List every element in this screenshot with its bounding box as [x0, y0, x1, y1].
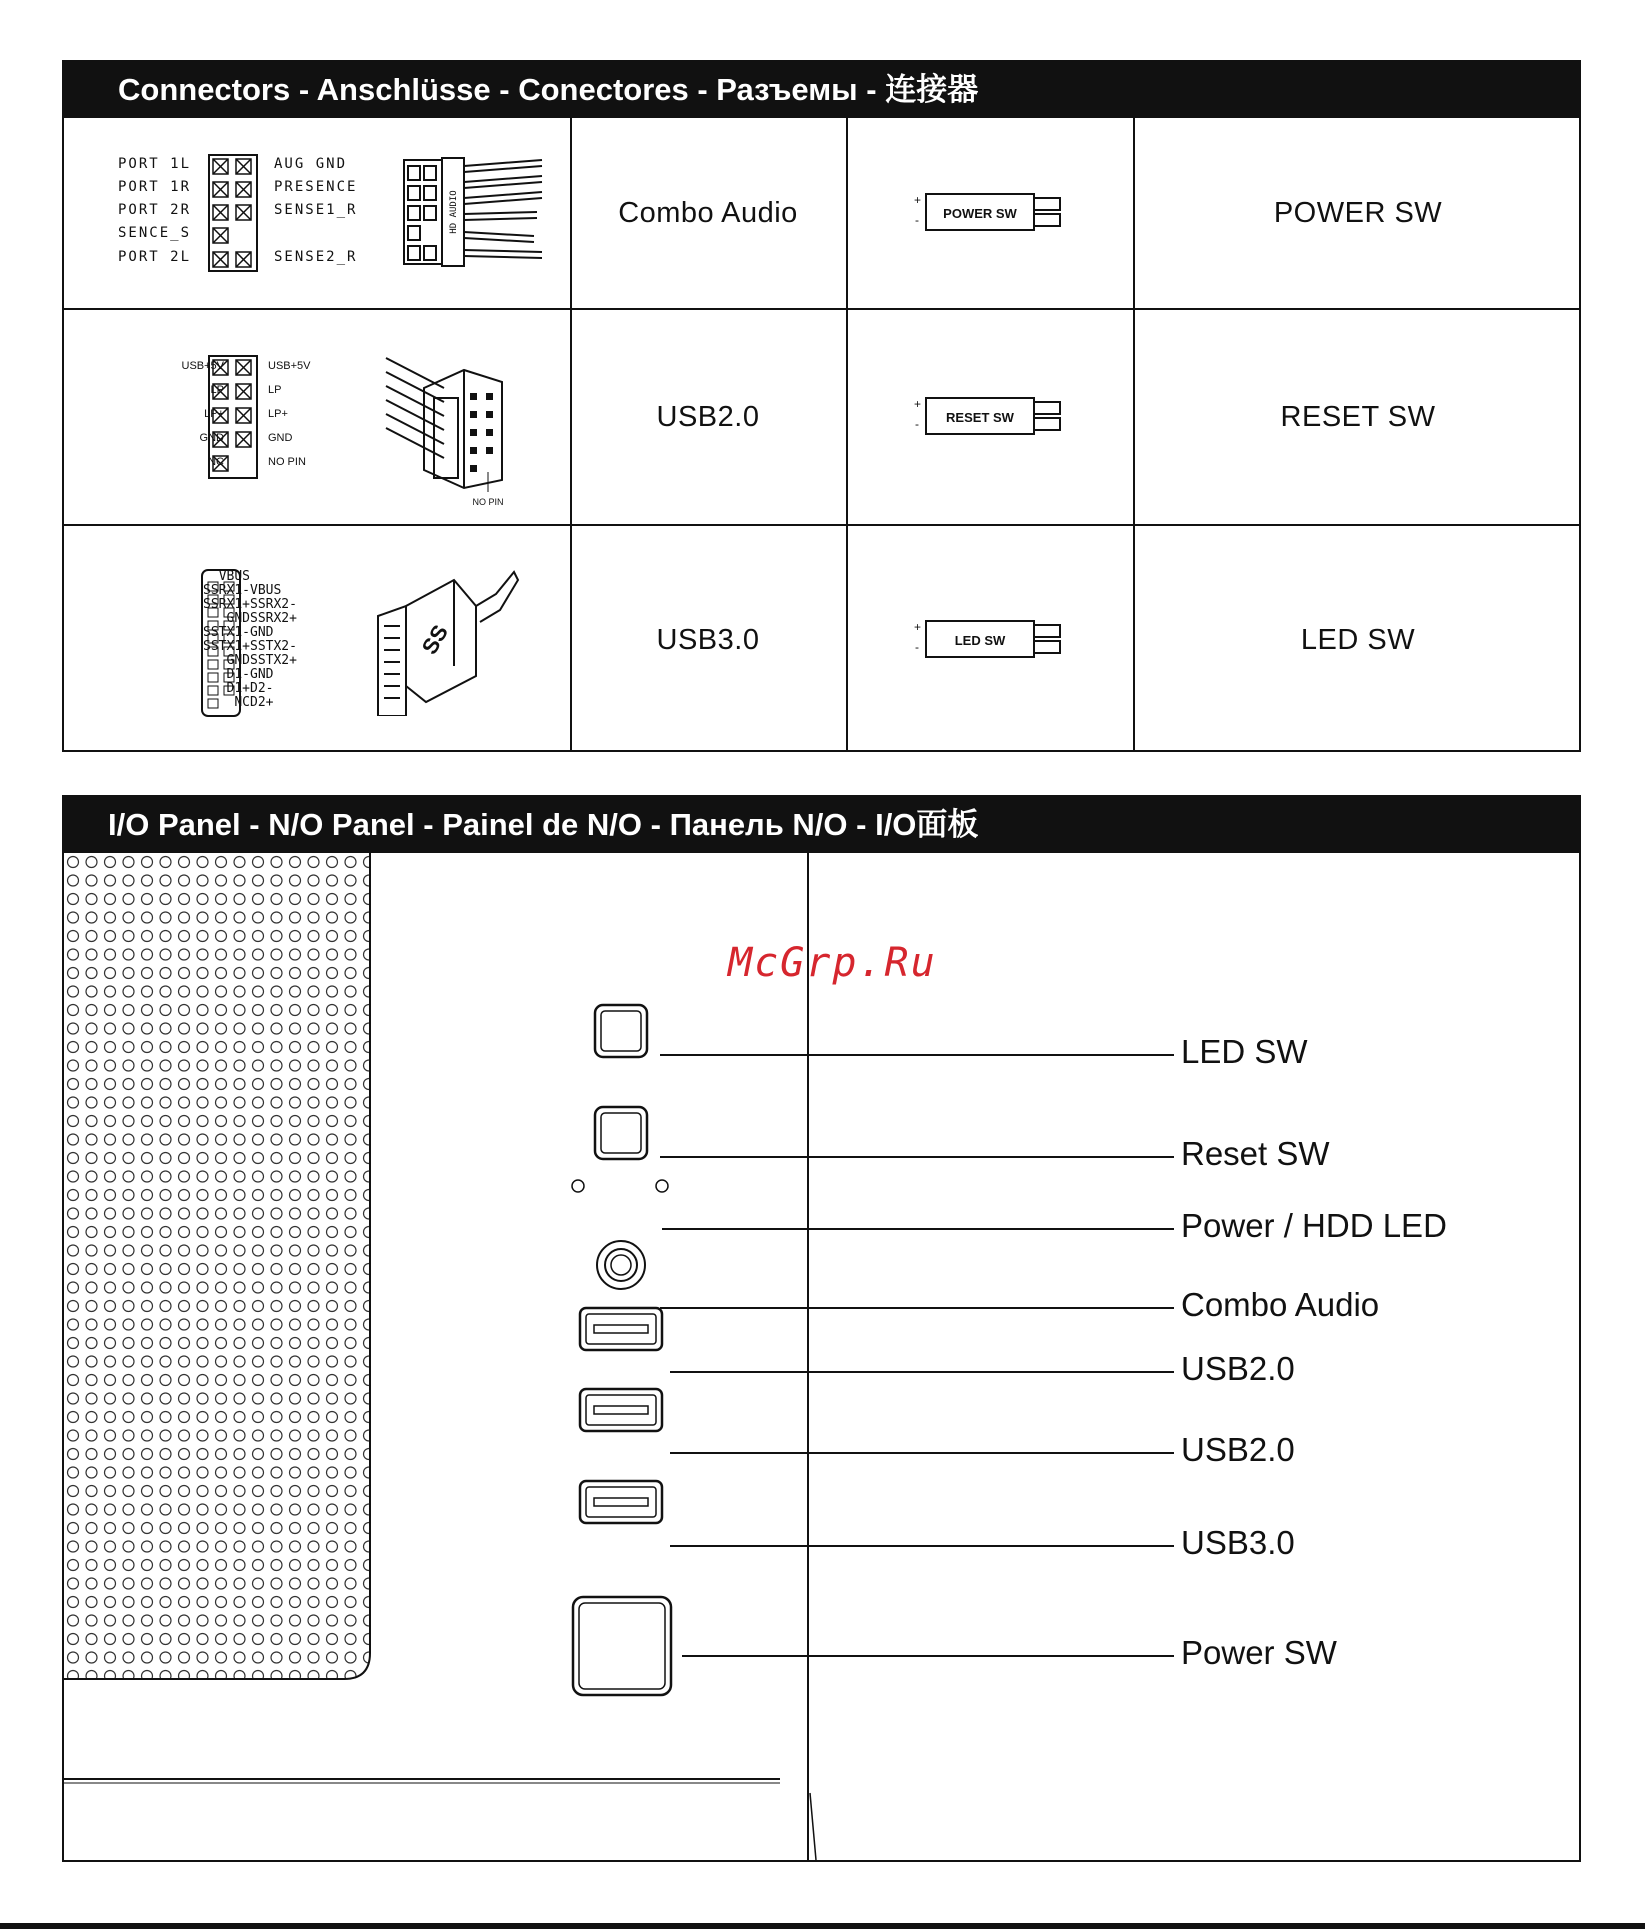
pin-label: SENSE2_R	[274, 249, 358, 265]
pin-label: PORT 1L	[118, 156, 192, 172]
minus-sign: -	[914, 417, 919, 431]
connector-name: USB3.0	[656, 623, 760, 656]
leader-line	[660, 1156, 1174, 1158]
io-label-usb3: USB3.0	[1181, 1524, 1295, 1561]
pin-label: PRESENCE	[274, 179, 358, 195]
io-label-usb2-2: USB2.0	[1181, 1431, 1295, 1468]
hdd-led-icon	[656, 1180, 668, 1192]
usb2-pinout-diagram	[64, 310, 570, 524]
hd-audio-plug-text: HD AUDIO	[449, 190, 459, 234]
plus-sign: +	[913, 193, 921, 207]
io-panel-title: I/O Panel - N/O Panel - Painel de N/O - Панель N/O - I/O面板	[64, 797, 1579, 853]
power-led-icon	[572, 1180, 584, 1192]
switch-name: LED SW	[1300, 623, 1416, 656]
audio-pin-labels-right	[274, 156, 384, 276]
pin-label: USB+5V	[181, 360, 224, 372]
switch-tag: POWER SW	[942, 206, 1017, 221]
usb2-port-1[interactable]	[580, 1308, 662, 1350]
switch-name-cell	[1133, 310, 1583, 524]
leader-line	[660, 1307, 1174, 1309]
audio-plug-illustration	[402, 152, 552, 272]
switch-diagram-cell	[846, 526, 1133, 754]
io-label-power-sw: Power SW	[1181, 1634, 1337, 1671]
usb2-plug-illustration	[384, 348, 524, 508]
combo-audio-jack[interactable]	[597, 1241, 645, 1289]
switch-name: RESET SW	[1280, 400, 1436, 433]
io-label-reset-sw: Reset SW	[1181, 1135, 1330, 1172]
usb3-pin-labels-right: VBUS SSRX2- SSRX2+ GND SSTX2- SSTX2+ GND D2- D2+	[250, 583, 297, 710]
usb3-port[interactable]	[580, 1481, 662, 1523]
connector-name-cell	[570, 118, 846, 308]
audio-header-pins	[208, 154, 258, 272]
connectors-table	[64, 118, 1579, 750]
table-row	[64, 524, 1579, 754]
switch-name-cell	[1133, 526, 1583, 754]
audio-pinout-diagram	[64, 118, 570, 308]
pin-label: GND	[268, 432, 293, 444]
pin-label: LP+	[268, 408, 288, 420]
connector-name: USB2.0	[656, 400, 760, 433]
usb3-pin-labels-left: VBUS SSRX1- SSRX1+ GND SSTX1- SSTX1+ GND D1- D1+ NC	[203, 569, 250, 710]
connectors-section	[62, 60, 1581, 752]
io-label-led-sw: LED SW	[1181, 1033, 1308, 1070]
switch-tag: LED SW	[954, 633, 1005, 648]
switch-name-cell	[1133, 118, 1583, 308]
power-sw-plug	[910, 188, 1070, 238]
table-row	[64, 118, 1579, 308]
led-sw-button[interactable]	[595, 1005, 647, 1057]
pin-label: LP+	[204, 408, 224, 420]
io-panel-drawing	[64, 853, 1579, 1860]
mesh-panel	[64, 853, 370, 1679]
pin-label: GND	[199, 432, 224, 444]
plus-sign: +	[913, 397, 921, 411]
leader-line	[660, 1054, 1174, 1056]
switch-tag: RESET SW	[945, 410, 1014, 425]
minus-sign: -	[914, 640, 919, 654]
pin-label: USB+5V	[268, 360, 311, 372]
usb2-header-pins	[208, 355, 258, 479]
pin-label: PORT 2L	[118, 249, 192, 265]
usb2-port-2[interactable]	[580, 1389, 662, 1431]
pin-label: AUG GND	[274, 156, 348, 172]
superspeed-plug-text: SS	[416, 620, 454, 659]
led-sw-plug	[910, 615, 1070, 665]
connector-name: Combo Audio	[618, 196, 798, 229]
plus-sign: +	[913, 620, 921, 634]
reset-sw-button[interactable]	[595, 1107, 647, 1159]
minus-sign: -	[914, 213, 919, 227]
case-front-illustration	[64, 853, 1579, 1860]
reset-sw-plug	[910, 392, 1070, 442]
pin-label: LP	[268, 384, 282, 396]
usb3-header-pins	[200, 568, 242, 718]
pin-label: SENSE1_R	[274, 202, 358, 218]
connector-name-cell	[570, 526, 846, 754]
pin-label: PORT 1R	[118, 179, 192, 195]
pin-label: SENCE_S	[118, 225, 192, 241]
usb3-pinout-diagram	[64, 526, 570, 754]
pin-label: NO PIN	[268, 456, 306, 468]
leader-line	[662, 1228, 1174, 1230]
usb3-plug-illustration	[376, 566, 526, 716]
leader-line	[670, 1452, 1174, 1454]
leader-line	[670, 1371, 1174, 1373]
pin-label: NC	[208, 456, 224, 468]
connector-name-cell	[570, 310, 846, 524]
leader-line	[670, 1545, 1174, 1547]
power-sw-button[interactable]	[573, 1597, 671, 1695]
watermark: McGrp.Ru	[728, 940, 937, 986]
connectors-title: Connectors - Anschlüsse - Conectores - Разъемы - 连接器	[64, 62, 1579, 118]
io-label-combo-audio: Combo Audio	[1181, 1286, 1380, 1323]
no-pin-note: NO PIN	[472, 497, 504, 507]
switch-name: POWER SW	[1273, 196, 1443, 229]
bottom-border	[0, 1923, 1645, 1929]
io-controls	[561, 1003, 691, 1723]
usb2-pin-labels-right	[268, 360, 348, 470]
table-row	[64, 308, 1579, 524]
pin-label: PORT 2R	[118, 202, 192, 218]
io-label-power-hdd-led: Power / HDD LED	[1181, 1207, 1447, 1244]
pin-label: LP	[210, 384, 224, 396]
switch-diagram-cell	[846, 118, 1133, 308]
switch-diagram-cell	[846, 310, 1133, 524]
leader-line	[682, 1655, 1174, 1657]
io-label-usb2-1: USB2.0	[1181, 1350, 1295, 1387]
